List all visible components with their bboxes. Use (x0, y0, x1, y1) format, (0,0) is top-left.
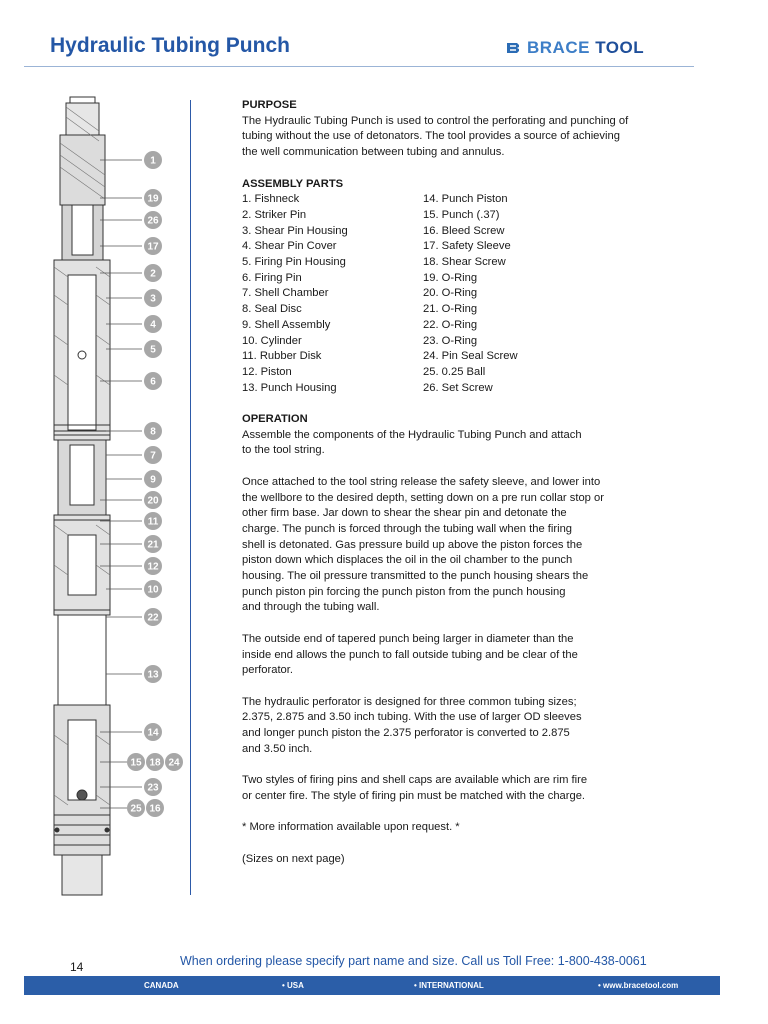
main-content (242, 98, 662, 867)
part-item: 24. Pin Seal Screw (423, 350, 518, 363)
text-line: to the tool string. (242, 444, 325, 457)
text-line: and longer punch piston the 2.375 perforator is converted to 2.875 (242, 727, 570, 740)
text-line: charge. The punch is forced through the tubing wall when the firing (242, 522, 573, 535)
callout-14 (144, 723, 162, 741)
part-item: 15. Punch (.37) (423, 208, 500, 221)
part-item: 4. Shear Pin Cover (242, 240, 337, 253)
text-line: and 3.50 inch. (242, 742, 313, 755)
page-title: Hydraulic Tubing Punch (50, 34, 290, 57)
operation-paragraph-5 (242, 773, 662, 804)
part-item: 6. Firing Pin (242, 271, 302, 284)
footer-item-website[interactable]: • www.bracetool.com (598, 981, 679, 990)
part-item: 26. Set Screw (423, 381, 493, 394)
callout-label: 20 (147, 495, 159, 507)
callout-12 (144, 557, 162, 575)
page-number: 14 (70, 960, 84, 974)
callout-label: 24 (168, 757, 180, 769)
operation-paragraph-4 (242, 695, 662, 758)
header-rule (24, 66, 694, 67)
parts-column-right (423, 192, 623, 396)
purpose-text (242, 114, 662, 161)
part-item: 11. Rubber Disk (242, 350, 322, 363)
part-item: 22. O-Ring (423, 318, 478, 331)
callout-18 (146, 753, 164, 771)
brace-tool-logo (505, 38, 644, 58)
logo-wordmark (527, 38, 644, 58)
callout-label: 18 (149, 757, 161, 769)
logo-word-brace: BRACE (527, 38, 590, 57)
purpose-line: The Hydraulic Tubing Punch is used to control the perforating and punching of (242, 114, 629, 127)
part-item: 9. Shell Assembly (242, 318, 331, 331)
part-item: 25. 0.25 Ball (423, 365, 486, 378)
part-item: 21. O-Ring (423, 303, 478, 316)
part-item: 8. Seal Disc (242, 303, 302, 316)
callout-label: 25 (130, 803, 142, 815)
purpose-line: the well communication between tubing and annulus. (242, 146, 505, 159)
callout-label: 19 (147, 193, 159, 205)
callout-label: 4 (150, 319, 156, 331)
footer-bar (24, 976, 720, 995)
part-item: 3. Shear Pin Housing (242, 224, 348, 237)
callout-5 (144, 340, 162, 358)
operation-paragraph-2 (242, 475, 662, 616)
footer-item-international: • INTERNATIONAL (414, 981, 484, 990)
callout-label: 7 (150, 450, 156, 462)
callout-label: 9 (150, 474, 156, 486)
callout-10 (144, 580, 162, 598)
text-line: piston down which displaces the oil in the oil chamber to the punch (242, 554, 573, 567)
text-line: 2.375, 2.875 and 3.50 inch tubing. With the use of larger OD sleeves (242, 711, 582, 724)
callout-11 (144, 512, 162, 530)
part-item: 17. Safety Sleeve (423, 240, 511, 253)
callout-label: 14 (147, 727, 159, 739)
callout-label: 16 (149, 803, 161, 815)
text-line: the wellbore to the desired depth, setting down on a pre run collar stop or (242, 491, 604, 504)
callout-17 (144, 237, 162, 255)
text-line: or center fire. The style of firing pin must be matched with the charge. (242, 789, 586, 802)
callout-8 (144, 422, 162, 440)
part-item: 14. Punch Piston (423, 193, 508, 206)
callout-24 (165, 753, 183, 771)
callout-6 (144, 372, 162, 390)
callout-label: 5 (150, 344, 156, 356)
column-divider (190, 100, 191, 895)
text-line: other firm base. Jar down to shear the shear pin and detonate the (242, 507, 567, 520)
part-item: 23. O-Ring (423, 334, 478, 347)
part-item: 16. Bleed Screw (423, 224, 505, 237)
part-item: 5. Firing Pin Housing (242, 256, 346, 269)
text-line: perforator. (242, 664, 293, 677)
callout-1 (144, 151, 162, 169)
callout-label: 15 (130, 757, 142, 769)
callout-3 (144, 289, 162, 307)
text-line: housing. The oil pressure transmitted to the punch housing shears the (242, 570, 589, 583)
callout-label: 22 (147, 612, 159, 624)
callout-label: 11 (147, 516, 159, 528)
callout-20 (144, 491, 162, 509)
callout-label: 2 (150, 268, 156, 280)
part-item: 10. Cylinder (242, 334, 302, 347)
callout-9 (144, 470, 162, 488)
text-line: inside end allows the punch to fall outside tubing and be clear of the (242, 648, 578, 661)
callout-label: 23 (147, 782, 159, 794)
callout-26 (144, 211, 162, 229)
part-item: 2. Striker Pin (242, 208, 307, 221)
assembly-parts-list (242, 192, 662, 396)
text-line: The outside end of tapered punch being larger in diameter than the (242, 632, 574, 645)
operation-paragraph-3 (242, 632, 662, 679)
callout-label: 26 (147, 215, 159, 227)
parts-column-left (242, 192, 423, 396)
operation-paragraph-1 (242, 428, 662, 459)
callout-22 (144, 608, 162, 626)
part-item: 13. Punch Housing (242, 381, 337, 394)
callout-25 (127, 799, 145, 817)
callout-21 (144, 535, 162, 553)
text-line: Two styles of firing pins and shell caps are available which are rim fire (242, 774, 588, 787)
text-line: shell is detonated. Gas pressure build up above the piston forces the (242, 538, 583, 551)
footer-item-usa: • USA (282, 981, 304, 990)
callout-4 (144, 315, 162, 333)
callout-label: 12 (147, 561, 159, 573)
part-item: 12. Piston (242, 365, 292, 378)
ordering-note: When ordering please specify part name and size. Call us Toll Free: 1-800-438-0061 (180, 954, 647, 968)
callout-label: 6 (150, 376, 156, 388)
operation-heading: OPERATION (242, 413, 308, 426)
text-line: Assemble the components of the Hydraulic Tubing Punch and attach (242, 428, 582, 441)
callout-19 (144, 189, 162, 207)
callout-label: 1 (150, 155, 156, 167)
part-item: 19. O-Ring (423, 271, 478, 284)
text-line: and through the tubing wall. (242, 601, 380, 614)
brace-tool-logo-icon (505, 40, 521, 56)
callout-label: 17 (147, 241, 159, 253)
part-item: 1. Fishneck (242, 193, 300, 206)
callout-label: 21 (147, 539, 159, 551)
purpose-line: tubing without the use of detonators. The tool provides a source of achieving (242, 130, 620, 143)
text-line: The hydraulic perforator is designed for three common tubing sizes; (242, 695, 577, 708)
callout-label: 13 (147, 669, 159, 681)
logo-word-tool: TOOL (595, 38, 645, 57)
tool-cross-section-diagram (40, 95, 190, 910)
more-info-note: * More information available upon request. * (242, 821, 460, 834)
part-item: 7. Shell Chamber (242, 287, 329, 300)
part-item: 20. O-Ring (423, 287, 478, 300)
callout-15 (127, 753, 145, 771)
callout-13 (144, 665, 162, 683)
text-line: punch piston pin forcing the punch piston from the punch housing (242, 585, 566, 598)
assembly-heading: ASSEMBLY PARTS (242, 177, 344, 190)
purpose-heading: PURPOSE (242, 99, 297, 111)
footer-item-canada: CANADA (144, 981, 179, 990)
sizes-next-page-note: (Sizes on next page) (242, 852, 345, 865)
callout-7 (144, 446, 162, 464)
callout-label: 3 (150, 293, 156, 305)
callout-label: 8 (150, 426, 156, 438)
callout-label: 10 (147, 584, 159, 596)
callout-16 (146, 799, 164, 817)
callout-23 (144, 778, 162, 796)
callout-2 (144, 264, 162, 282)
part-item: 18. Shear Screw (423, 256, 506, 269)
text-line: Once attached to the tool string release the safety sleeve, and lower into (242, 475, 601, 488)
